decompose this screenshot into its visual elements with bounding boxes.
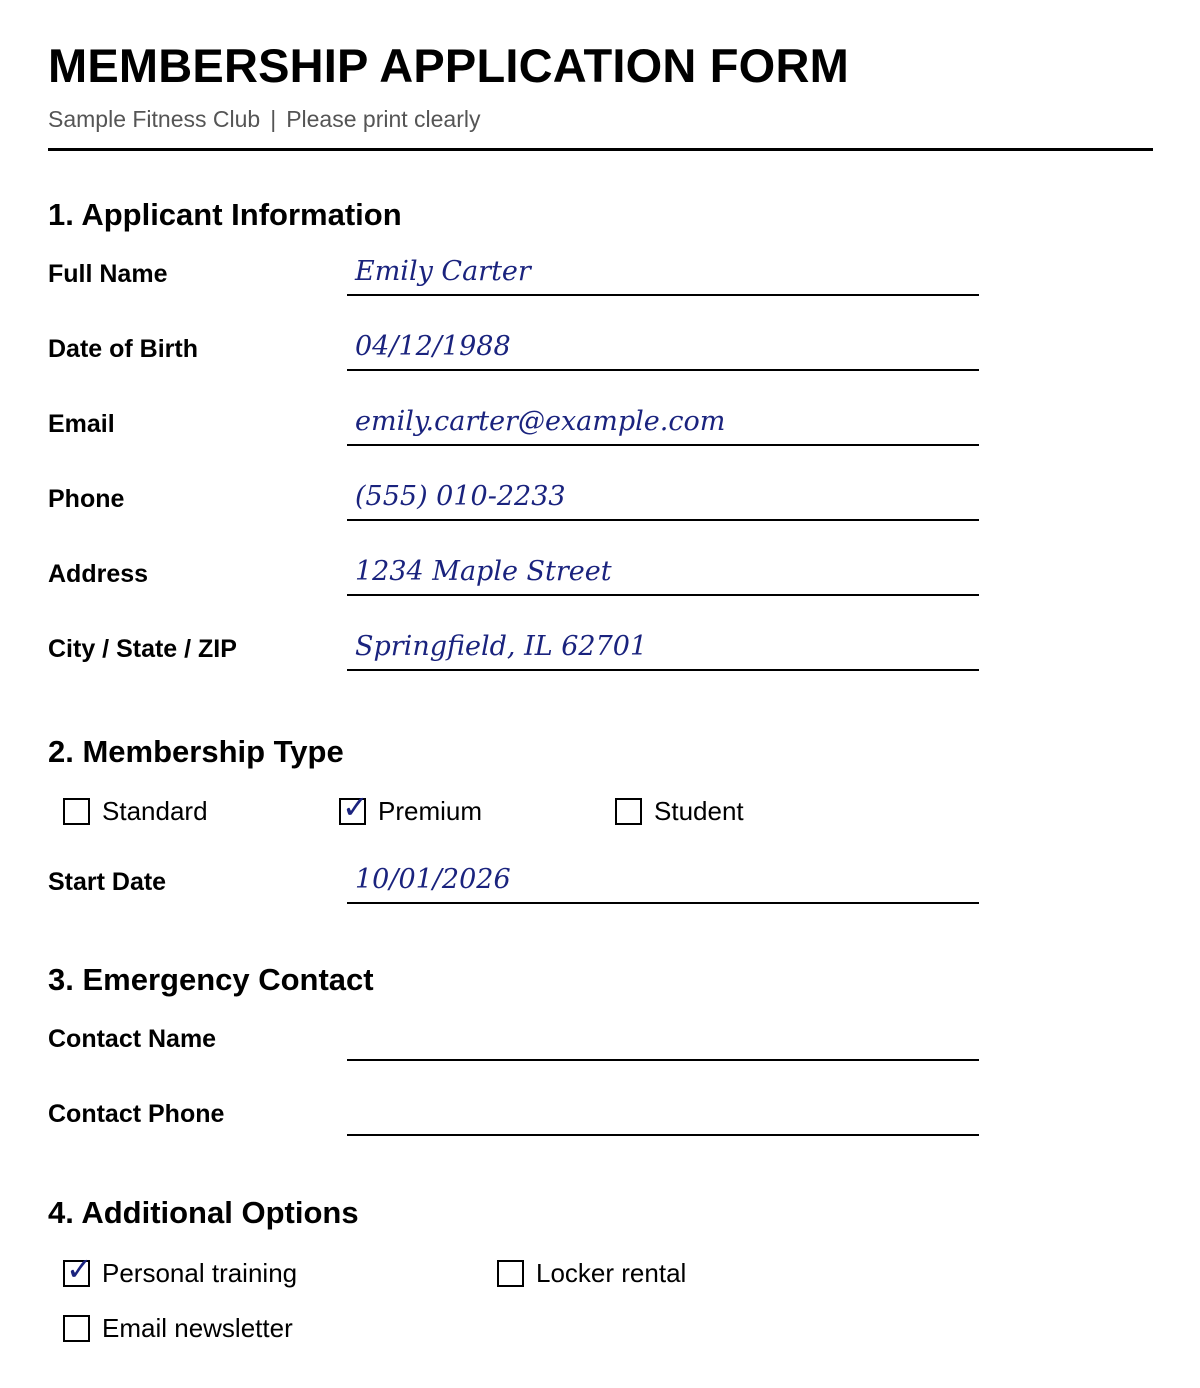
full-name-value[interactable]: Emily Carter — [355, 256, 531, 287]
email-newsletter-label: Email newsletter — [102, 1313, 293, 1343]
contact-phone-field[interactable] — [347, 1134, 979, 1136]
check-icon: ✓ — [342, 788, 369, 826]
contact-phone-label: Contact Phone — [48, 1100, 225, 1128]
dob-field[interactable] — [347, 369, 979, 371]
standard-checkbox[interactable] — [63, 798, 90, 825]
student-label: Student — [654, 796, 744, 826]
phone-label: Phone — [48, 485, 125, 513]
option-locker-rental[interactable] — [497, 1258, 686, 1289]
subtitle-separator: | — [270, 106, 277, 132]
start-date-value[interactable]: 10/01/2026 — [355, 864, 511, 895]
full-name-label: Full Name — [48, 260, 168, 288]
club-name: Sample Fitness Club — [48, 106, 261, 132]
city-state-zip-label: City / State / ZIP — [48, 635, 237, 663]
phone-value[interactable]: (555) 010-2233 — [355, 481, 566, 512]
address-value[interactable]: 1234 Maple Street — [355, 556, 612, 587]
section-membership-title: 2. Membership Type — [48, 734, 344, 769]
standard-label: Standard — [102, 796, 208, 826]
contact-name-field[interactable] — [347, 1059, 979, 1061]
membership-option-student[interactable] — [615, 796, 744, 827]
email-label: Email — [48, 410, 115, 438]
personal-training-checkbox[interactable] — [63, 1250, 93, 1288]
start-date-label: Start Date — [48, 868, 167, 896]
print-note: Please print clearly — [286, 106, 481, 132]
student-checkbox[interactable] — [615, 798, 642, 825]
address-field[interactable] — [347, 594, 979, 596]
section-emergency-title: 3. Emergency Contact — [48, 962, 374, 997]
city-state-zip-field[interactable] — [347, 669, 979, 671]
phone-field[interactable] — [347, 519, 979, 521]
locker-rental-label: Locker rental — [536, 1258, 687, 1288]
section-applicant-title: 1. Applicant Information — [48, 197, 402, 232]
check-icon: ✓ — [66, 1250, 93, 1288]
email-value[interactable]: emily.carter@example.com — [355, 406, 726, 437]
full-name-field[interactable] — [347, 294, 979, 296]
section-options-title: 4. Additional Options — [48, 1195, 359, 1230]
locker-rental-checkbox[interactable] — [497, 1260, 524, 1287]
membership-option-premium[interactable] — [339, 788, 483, 827]
email-field[interactable] — [347, 444, 979, 446]
premium-label: Premium — [378, 796, 483, 826]
contact-name-label: Contact Name — [48, 1025, 217, 1053]
city-state-zip-value[interactable]: Springfield, IL 62701 — [355, 631, 648, 662]
option-email-newsletter[interactable] — [63, 1313, 293, 1344]
premium-checkbox[interactable] — [339, 788, 369, 826]
dob-value[interactable]: 04/12/1988 — [355, 331, 511, 362]
membership-option-standard[interactable] — [63, 796, 208, 827]
header-divider — [48, 148, 1153, 151]
dob-label: Date of Birth — [48, 335, 198, 363]
option-personal-training[interactable] — [63, 1250, 298, 1289]
form-title: MEMBERSHIP APPLICATION FORM — [48, 39, 849, 92]
form-subtitle — [48, 106, 481, 133]
personal-training-label: Personal training — [102, 1258, 298, 1288]
email-newsletter-checkbox[interactable] — [63, 1315, 90, 1342]
start-date-field[interactable] — [347, 902, 979, 904]
address-label: Address — [48, 560, 149, 588]
